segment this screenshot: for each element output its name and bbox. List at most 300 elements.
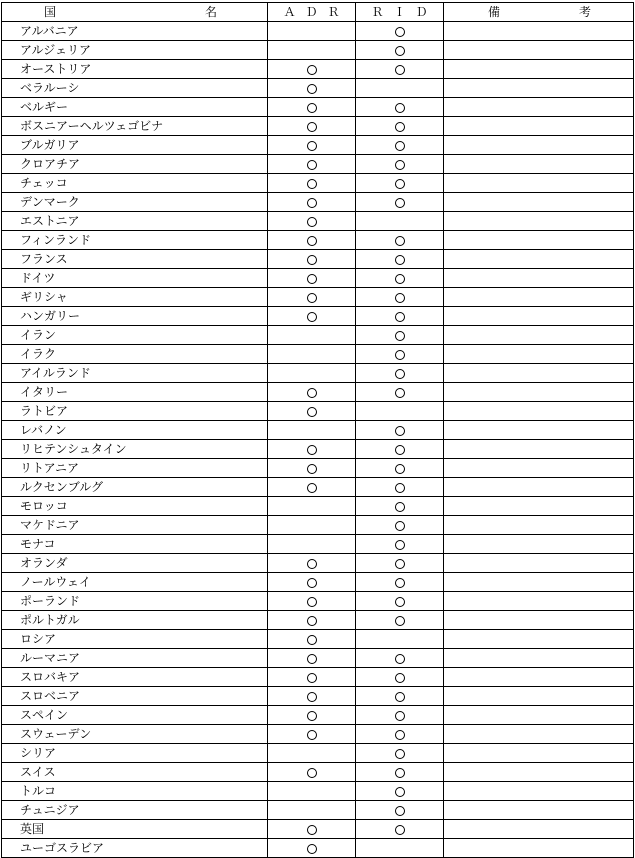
adr-cell (268, 79, 356, 98)
country-name-cell: スロベニア (2, 687, 268, 706)
country-name-cell: ノールウェイ (2, 573, 268, 592)
notes-cell (444, 98, 634, 117)
adr-cell (268, 345, 356, 364)
table-row (2, 630, 634, 649)
adr-cell (268, 41, 356, 60)
adr-cell (268, 117, 356, 136)
notes-cell (444, 687, 634, 706)
rid-cell (356, 193, 444, 212)
adr-cell (268, 326, 356, 345)
rid-cell (356, 41, 444, 60)
rid-cell (356, 421, 444, 440)
header-adr-label: ＡＤＲ (283, 5, 350, 19)
notes-cell (444, 212, 634, 231)
notes-cell (444, 174, 634, 193)
country-name-cell: ドイツ (2, 269, 268, 288)
notes-cell (444, 383, 634, 402)
notes-cell (444, 478, 634, 497)
adr-circle-icon (307, 293, 317, 303)
country-name-cell: アルジェリア (2, 41, 268, 60)
country-name-cell: フィンランド (2, 231, 268, 250)
table-row (2, 22, 634, 41)
notes-cell (444, 554, 634, 573)
adr-cell (268, 98, 356, 117)
rid-cell (356, 611, 444, 630)
adr-circle-icon (307, 84, 317, 94)
adr-circle-icon (307, 122, 317, 132)
adr-cell (268, 763, 356, 782)
table-row (2, 763, 634, 782)
table-row (2, 459, 634, 478)
rid-circle-icon (395, 179, 405, 189)
notes-cell (444, 117, 634, 136)
notes-cell (444, 250, 634, 269)
adr-cell (268, 212, 356, 231)
table-row (2, 174, 634, 193)
rid-circle-icon (395, 521, 405, 531)
table-row (2, 554, 634, 573)
rid-cell (356, 649, 444, 668)
table-row (2, 326, 634, 345)
rid-circle-icon (395, 787, 405, 797)
rid-circle-icon (395, 46, 405, 56)
rid-cell (356, 383, 444, 402)
country-name-cell: チェッコ (2, 174, 268, 193)
rid-cell (356, 364, 444, 383)
table-row (2, 383, 634, 402)
adr-cell (268, 649, 356, 668)
rid-circle-icon (395, 293, 405, 303)
adr-cell (268, 497, 356, 516)
rid-cell (356, 478, 444, 497)
notes-cell (444, 459, 634, 478)
header-row (2, 3, 634, 22)
rid-cell (356, 98, 444, 117)
country-name-cell: チュニジア (2, 801, 268, 820)
notes-cell (444, 535, 634, 554)
adr-circle-icon (307, 692, 317, 702)
notes-cell (444, 364, 634, 383)
notes-cell (444, 744, 634, 763)
rid-cell (356, 554, 444, 573)
adr-circle-icon (307, 559, 317, 569)
table-row (2, 250, 634, 269)
rid-circle-icon (395, 540, 405, 550)
rid-circle-icon (395, 426, 405, 436)
adr-circle-icon (307, 445, 317, 455)
country-name-cell: ルクセンブルグ (2, 478, 268, 497)
adr-cell (268, 174, 356, 193)
table-row (2, 231, 634, 250)
table-row (2, 592, 634, 611)
adr-cell (268, 611, 356, 630)
rid-circle-icon (395, 768, 405, 778)
adr-circle-icon (307, 217, 317, 227)
adr-cell (268, 364, 356, 383)
adr-circle-icon (307, 730, 317, 740)
adr-cell (268, 22, 356, 41)
header-notes (444, 3, 634, 22)
notes-cell (444, 630, 634, 649)
table-body (2, 22, 634, 858)
notes-cell (444, 136, 634, 155)
rid-cell (356, 79, 444, 98)
country-name-cell: ギリシャ (2, 288, 268, 307)
country-name-cell: ポルトガル (2, 611, 268, 630)
adr-cell (268, 592, 356, 611)
adr-circle-icon (307, 160, 317, 170)
rid-cell (356, 345, 444, 364)
adr-cell (268, 744, 356, 763)
rid-cell (356, 744, 444, 763)
rid-circle-icon (395, 578, 405, 588)
adr-circle-icon (307, 825, 317, 835)
rid-cell (356, 592, 444, 611)
adr-cell (268, 801, 356, 820)
rid-cell (356, 497, 444, 516)
adr-circle-icon (307, 255, 317, 265)
notes-cell (444, 801, 634, 820)
rid-cell (356, 174, 444, 193)
rid-circle-icon (395, 464, 405, 474)
adr-cell (268, 478, 356, 497)
country-name-cell: アルバニア (2, 22, 268, 41)
notes-cell (444, 421, 634, 440)
notes-cell (444, 763, 634, 782)
table-row (2, 193, 634, 212)
adr-circle-icon (307, 274, 317, 284)
header-rid-label: ＲＩＤ (371, 5, 438, 19)
adr-circle-icon (307, 711, 317, 721)
adr-cell (268, 459, 356, 478)
country-name-cell: ボスニアーヘルツェゴビナ (2, 117, 268, 136)
table-row (2, 288, 634, 307)
country-name-cell: スイス (2, 763, 268, 782)
notes-cell (444, 440, 634, 459)
rid-cell (356, 725, 444, 744)
rid-circle-icon (395, 654, 405, 664)
notes-cell (444, 649, 634, 668)
country-name-cell: ハンガリー (2, 307, 268, 326)
adr-cell (268, 516, 356, 535)
table-row (2, 478, 634, 497)
country-name-cell: エストニア (2, 212, 268, 231)
rid-circle-icon (395, 445, 405, 455)
rid-cell (356, 60, 444, 79)
rid-circle-icon (395, 160, 405, 170)
table-row (2, 402, 634, 421)
rid-cell (356, 231, 444, 250)
rid-circle-icon (395, 559, 405, 569)
header-adr (268, 3, 356, 22)
rid-circle-icon (395, 27, 405, 37)
notes-cell (444, 706, 634, 725)
adr-cell (268, 706, 356, 725)
country-name-cell: ロシア (2, 630, 268, 649)
rid-cell (356, 763, 444, 782)
country-name-cell: オランダ (2, 554, 268, 573)
rid-circle-icon (395, 502, 405, 512)
country-name-cell: リヒテンシュタイン (2, 440, 268, 459)
rid-cell (356, 801, 444, 820)
rid-cell (356, 212, 444, 231)
adr-cell (268, 136, 356, 155)
country-name-cell: クロアチア (2, 155, 268, 174)
table-row (2, 649, 634, 668)
country-name-cell: イタリー (2, 383, 268, 402)
country-name-cell: フランス (2, 250, 268, 269)
rid-cell (356, 269, 444, 288)
rid-circle-icon (395, 141, 405, 151)
adr-cell (268, 440, 356, 459)
notes-cell (444, 269, 634, 288)
adr-circle-icon (307, 844, 317, 854)
country-name-cell: スペイン (2, 706, 268, 725)
country-name-cell: ポーランド (2, 592, 268, 611)
table-row (2, 706, 634, 725)
rid-circle-icon (395, 122, 405, 132)
rid-cell (356, 307, 444, 326)
adr-circle-icon (307, 654, 317, 664)
rid-cell (356, 288, 444, 307)
adr-circle-icon (307, 141, 317, 151)
rid-circle-icon (395, 274, 405, 284)
header-notes-char-1: 備 (488, 5, 501, 19)
rid-cell (356, 573, 444, 592)
table-row (2, 98, 634, 117)
country-name-cell: マケドニア (2, 516, 268, 535)
country-name-cell: イラク (2, 345, 268, 364)
notes-cell (444, 231, 634, 250)
country-name-cell: ベラルーシ (2, 79, 268, 98)
adr-circle-icon (307, 597, 317, 607)
rid-cell (356, 22, 444, 41)
header-country-name-char-1: 国 (44, 5, 57, 19)
rid-circle-icon (395, 673, 405, 683)
rid-cell (356, 516, 444, 535)
country-name-cell: ユーゴスラビア (2, 839, 268, 858)
table-row (2, 79, 634, 98)
adr-cell (268, 307, 356, 326)
rid-cell (356, 459, 444, 478)
adr-circle-icon (307, 236, 317, 246)
adr-circle-icon (307, 578, 317, 588)
table-row (2, 497, 634, 516)
rid-cell (356, 402, 444, 421)
rid-circle-icon (395, 730, 405, 740)
rid-cell (356, 326, 444, 345)
country-name-cell: スロバキア (2, 668, 268, 687)
notes-cell (444, 611, 634, 630)
rid-circle-icon (395, 65, 405, 75)
header-rid (356, 3, 444, 22)
rid-cell (356, 250, 444, 269)
adr-cell (268, 630, 356, 649)
notes-cell (444, 288, 634, 307)
notes-cell (444, 79, 634, 98)
table-row (2, 725, 634, 744)
rid-cell (356, 155, 444, 174)
rid-circle-icon (395, 616, 405, 626)
table-row (2, 440, 634, 459)
table-row (2, 41, 634, 60)
adr-circle-icon (307, 388, 317, 398)
rid-circle-icon (395, 749, 405, 759)
rid-circle-icon (395, 711, 405, 721)
adr-cell (268, 535, 356, 554)
adr-cell (268, 421, 356, 440)
country-name-cell: アイルランド (2, 364, 268, 383)
adr-circle-icon (307, 464, 317, 474)
country-name-cell: 英国 (2, 820, 268, 839)
notes-cell (444, 60, 634, 79)
header-country-name (2, 3, 268, 22)
notes-cell (444, 193, 634, 212)
table-row (2, 364, 634, 383)
adr-cell (268, 573, 356, 592)
country-table (1, 2, 634, 858)
notes-cell (444, 345, 634, 364)
adr-cell (268, 668, 356, 687)
rid-circle-icon (395, 369, 405, 379)
rid-circle-icon (395, 597, 405, 607)
adr-cell (268, 554, 356, 573)
notes-cell (444, 573, 634, 592)
notes-cell (444, 592, 634, 611)
country-name-cell: オーストリア (2, 60, 268, 79)
country-name-cell: ルーマニア (2, 649, 268, 668)
adr-cell (268, 155, 356, 174)
adr-cell (268, 231, 356, 250)
rid-cell (356, 630, 444, 649)
table-row (2, 269, 634, 288)
rid-circle-icon (395, 350, 405, 360)
rid-circle-icon (395, 483, 405, 493)
country-name-cell: ブルガリア (2, 136, 268, 155)
notes-cell (444, 22, 634, 41)
rid-cell (356, 440, 444, 459)
adr-circle-icon (307, 179, 317, 189)
adr-circle-icon (307, 103, 317, 113)
rid-circle-icon (395, 692, 405, 702)
rid-circle-icon (395, 198, 405, 208)
adr-cell (268, 687, 356, 706)
table-row (2, 117, 634, 136)
country-name-cell: モナコ (2, 535, 268, 554)
rid-circle-icon (395, 236, 405, 246)
table-row (2, 744, 634, 763)
notes-cell (444, 725, 634, 744)
rid-cell (356, 782, 444, 801)
table-row (2, 782, 634, 801)
table-row (2, 687, 634, 706)
notes-cell (444, 497, 634, 516)
rid-circle-icon (395, 312, 405, 322)
rid-circle-icon (395, 825, 405, 835)
adr-cell (268, 288, 356, 307)
notes-cell (444, 516, 634, 535)
rid-circle-icon (395, 331, 405, 341)
adr-circle-icon (307, 483, 317, 493)
rid-cell (356, 535, 444, 554)
table-row (2, 60, 634, 79)
rid-circle-icon (395, 806, 405, 816)
notes-cell (444, 402, 634, 421)
adr-cell (268, 725, 356, 744)
rid-circle-icon (395, 388, 405, 398)
notes-cell (444, 782, 634, 801)
rid-cell (356, 117, 444, 136)
country-name-cell: モロッコ (2, 497, 268, 516)
notes-cell (444, 155, 634, 174)
country-name-cell: ラトビア (2, 402, 268, 421)
rid-cell (356, 706, 444, 725)
notes-cell (444, 668, 634, 687)
notes-cell (444, 41, 634, 60)
header-country-name-char-2: 名 (204, 5, 217, 19)
rid-cell (356, 687, 444, 706)
adr-circle-icon (307, 198, 317, 208)
country-name-cell: スウェーデン (2, 725, 268, 744)
adr-cell (268, 402, 356, 421)
country-name-cell: レバノン (2, 421, 268, 440)
table-row (2, 345, 634, 364)
table-row (2, 136, 634, 155)
table-row (2, 307, 634, 326)
table-row (2, 516, 634, 535)
adr-circle-icon (307, 673, 317, 683)
adr-cell (268, 782, 356, 801)
adr-cell (268, 820, 356, 839)
table-row (2, 611, 634, 630)
table-row (2, 573, 634, 592)
rid-cell (356, 820, 444, 839)
country-name-cell: トルコ (2, 782, 268, 801)
country-name-cell: シリア (2, 744, 268, 763)
table-row (2, 801, 634, 820)
rid-circle-icon (395, 255, 405, 265)
table-row (2, 535, 634, 554)
adr-circle-icon (307, 635, 317, 645)
table-row (2, 155, 634, 174)
adr-cell (268, 383, 356, 402)
adr-cell (268, 269, 356, 288)
notes-cell (444, 326, 634, 345)
rid-cell (356, 136, 444, 155)
adr-circle-icon (307, 407, 317, 417)
adr-circle-icon (307, 312, 317, 322)
rid-cell (356, 668, 444, 687)
notes-cell (444, 307, 634, 326)
adr-cell (268, 250, 356, 269)
table-row (2, 820, 634, 839)
notes-cell (444, 820, 634, 839)
rid-circle-icon (395, 103, 405, 113)
adr-circle-icon (307, 616, 317, 626)
table-row (2, 421, 634, 440)
adr-circle-icon (307, 65, 317, 75)
table-row (2, 668, 634, 687)
table-row (2, 212, 634, 231)
adr-cell (268, 60, 356, 79)
country-name-cell: ベルギー (2, 98, 268, 117)
country-name-cell: リトアニア (2, 459, 268, 478)
country-name-cell: イラン (2, 326, 268, 345)
country-name-cell: デンマーク (2, 193, 268, 212)
adr-cell (268, 193, 356, 212)
header-notes-char-2: 考 (578, 5, 591, 19)
adr-circle-icon (307, 768, 317, 778)
